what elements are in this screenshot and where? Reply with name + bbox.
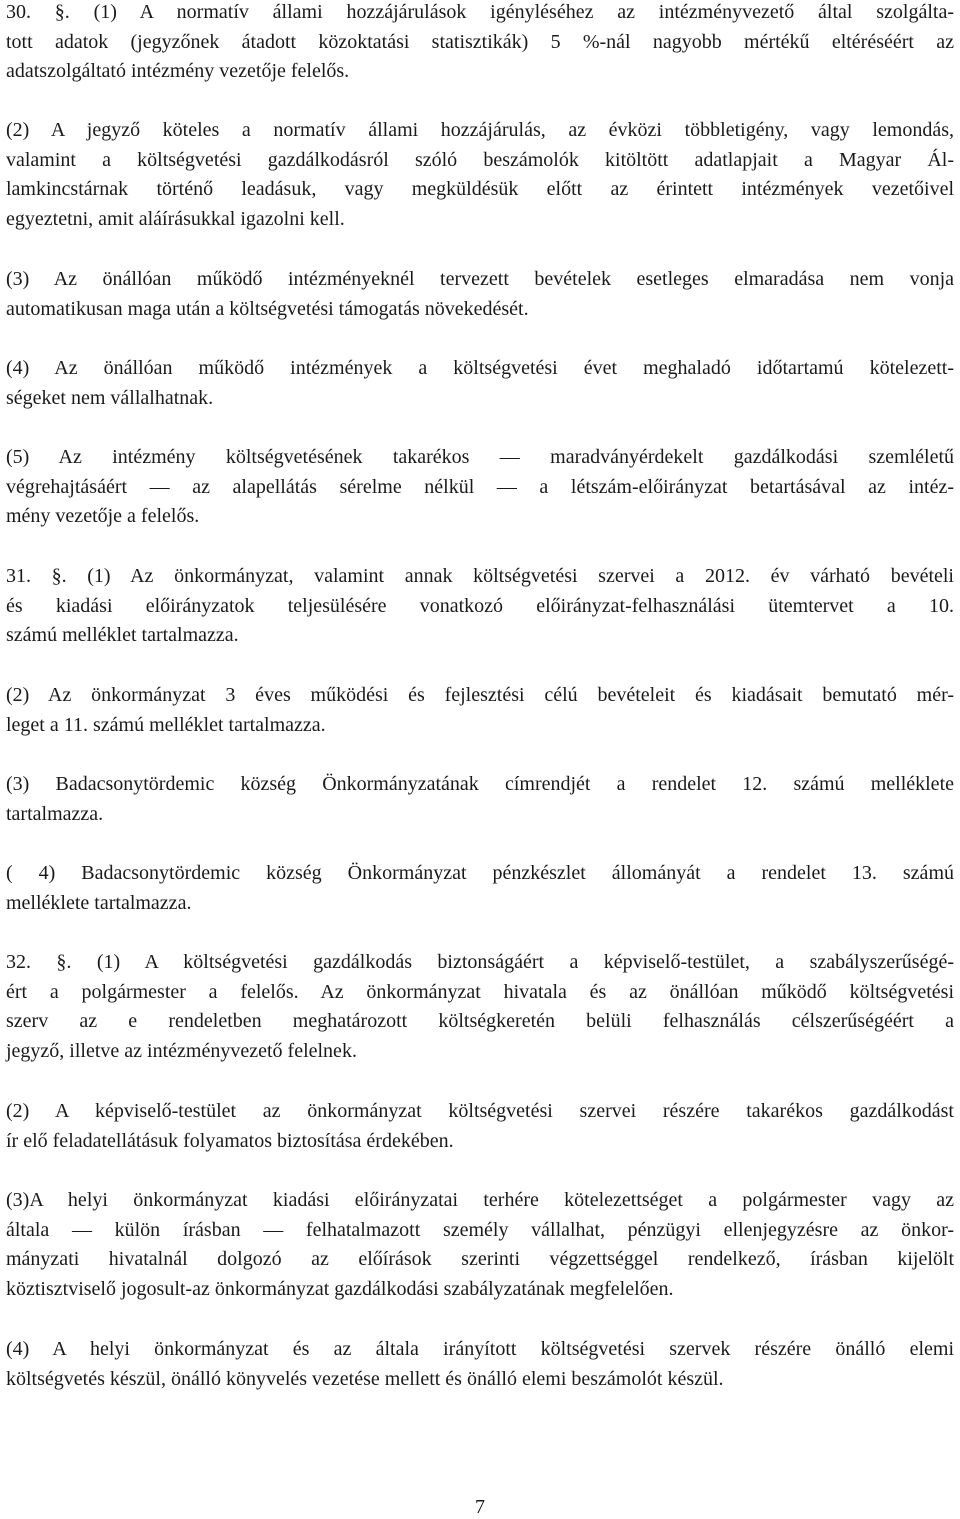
paragraph-line: (3) Az önállóan működő intézményeknél tervezett bevételek esetleges elmaradása nem vonja <box>6 268 954 290</box>
paragraph-line: tartalmazza. <box>6 802 104 825</box>
paragraph-line: (3)A helyi önkormányzat kiadási előirányzatai terhére kötelezettséget a polgármester vagy az <box>6 1189 954 1211</box>
paragraph-line: (4) A helyi önkormányzat és az általa irányított költségvetési szervek részére önálló elemi <box>6 1338 954 1360</box>
paragraph-line: (2) Az önkormányzat 3 éves működési és fejlesztési célú bevételeit és kiadásait bemutató mér- <box>6 684 954 706</box>
paragraph-line: 30. §. (1) A normatív állami hozzájárulások igényléséhez az intézményvezető által szolgálta- <box>6 1 954 23</box>
paragraph-line: 32. §. (1) A költségvetési gazdálkodás biztonságáért a képviselő-testület, a szabályszerűségé- <box>6 951 954 973</box>
paragraph-line: és kiadási előirányzatok teljesülésére vonatkozó előirányzat-felhasználási ütemtervet a 10. <box>6 594 954 617</box>
paragraph-line: általa — külön írásban — felhatalmazott személy vállalhat, pénzügyi ellenjegyzésre az önkor- <box>6 1218 954 1241</box>
paragraph-line: 31. §. (1) Az önkormányzat, valamint annak költségvetési szervei a 2012. év várható bevételi <box>6 565 954 587</box>
paragraph-line: (4) Az önállóan működő intézmények a költségvetési évet meghaladó időtartamú kötelezett- <box>6 357 954 379</box>
paragraph-line: végrehajtásáért — az alapellátás sérelme nélkül — a létszám-előirányzat betartásával az intéz- <box>6 475 954 498</box>
paragraph-line: köztisztviselő jogosult-az önkormányzat gazdálkodási szabályzatának megfelelően. <box>6 1277 674 1300</box>
paragraph-line: (2) A jegyző köteles a normatív állami hozzájárulás, az évközi többletigény, vagy lemondás, <box>6 119 954 141</box>
paragraph-line: számú melléklet tartalmazza. <box>6 624 239 647</box>
paragraph-line: tott adatok (jegyzőnek átadott közoktatási statisztikák) 5 %-nál nagyobb mértékű eltéréséért az <box>6 30 954 53</box>
page-number: 7 <box>475 1496 485 1518</box>
paragraph-line: lamkincstárnak történő leadásuk, vagy megküldésük előtt az érintett intézmények vezetőivel <box>6 178 954 201</box>
paragraph-line: ért a polgármester a felelős. Az önkormányzat hivatala és az önállóan működő költségvetési <box>6 980 954 1003</box>
paragraph-line: (3) Badacsonytördemic község Önkormányzatának címrendjét a rendelet 12. számú melléklete <box>6 773 954 795</box>
paragraph-line: leget a 11. számú melléklet tartalmazza. <box>6 713 326 736</box>
paragraph-line: ségeket nem vállalhatnak. <box>6 386 214 409</box>
paragraph-line: (2) A képviselő-testület az önkormányzat költségvetési szervei részére takarékos gazdálkodást <box>6 1100 954 1122</box>
paragraph-line: ír elő feladatellátásuk folyamatos biztosítása érdekében. <box>6 1129 454 1152</box>
paragraph-line: egyeztetni, amit aláírásukkal igazolni kell. <box>6 207 345 230</box>
paragraph-line: mény vezetője a felelős. <box>6 505 200 528</box>
paragraph-line: automatikusan maga után a költségvetési támogatás növekedését. <box>6 297 529 320</box>
paragraph-line: ( 4) Badacsonytördemic község Önkormányzat pénzkészlet állományát a rendelet 13. számú <box>6 862 954 884</box>
paragraph-line: költségvetés készül, önálló könyvelés vezetése mellett és önálló elemi beszámolót készül. <box>6 1367 724 1390</box>
paragraph-line: valamint a költségvetési gazdálkodásról szóló beszámolók kitöltött adatlapjait a Magyar Ál- <box>6 148 954 171</box>
paragraph-line: (5) Az intézmény költségvetésének takarékos — maradványérdekelt gazdálkodási szemléletű <box>6 446 954 468</box>
paragraph-line: jegyző, illetve az intézményvezető felelnek. <box>6 1039 357 1062</box>
paragraph-line: melléklete tartalmazza. <box>6 891 192 914</box>
paragraph-line: szerv az e rendeletben meghatározott költségkeretén belüli felhasználás célszerűségéért a <box>6 1010 954 1033</box>
paragraph-line: mányzati hivatalnál dolgozó az előírások szerinti végzettséggel rendelkező, írásban kijelölt <box>6 1248 954 1271</box>
paragraph-line: adatszolgáltató intézmény vezetője felelős. <box>6 60 350 83</box>
